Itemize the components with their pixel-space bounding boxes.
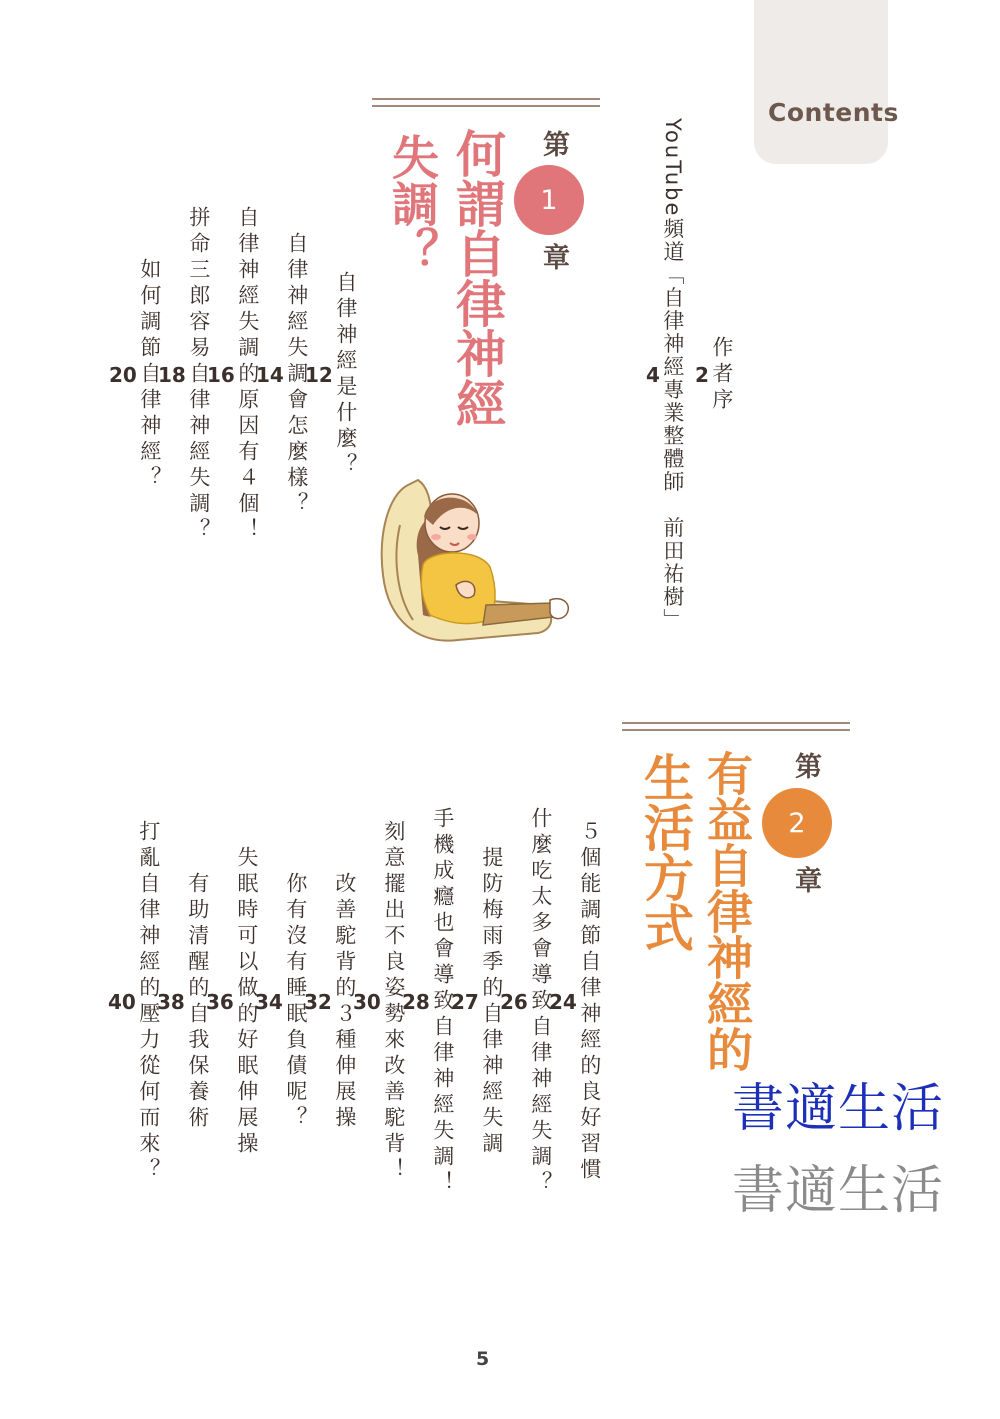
toc-entry-ch2-3[interactable] xyxy=(451,726,502,1277)
watermark-gray: 書適生活 xyxy=(732,1161,945,1221)
toc-entry-ch1-4[interactable] xyxy=(158,98,209,652)
toc-entry-ch1-5[interactable] xyxy=(109,98,160,652)
entry-title: 刻意擺出不良姿勢來改善駝背！ xyxy=(381,819,406,1184)
entry-title: ５個能調節自律神經的良好習慣 xyxy=(577,819,602,1184)
chapter1-rule-top xyxy=(372,98,600,100)
chapter2-rule-top xyxy=(622,722,850,724)
entry-page: 12 xyxy=(305,363,333,387)
entry-title: 作者序 xyxy=(709,336,734,414)
entry-title: 提防梅雨季的自律神經失調 xyxy=(479,845,504,1158)
resting-woman-illustration xyxy=(378,455,583,655)
chapter2-word-bottom: 章 xyxy=(790,866,821,893)
entry-page: 14 xyxy=(256,363,284,387)
entry-title: 你有沒有睡眠負債呢？ xyxy=(283,871,308,1132)
entry-page: 26 xyxy=(500,989,528,1014)
chapter1-word-bottom: 章 xyxy=(538,243,569,270)
entry-page: 20 xyxy=(109,363,137,387)
entry-page: 34 xyxy=(255,989,283,1014)
entry-title: 自律神經失調會怎麼樣？ xyxy=(284,232,309,518)
entry-page: 2 xyxy=(695,363,709,387)
entry-page: 30 xyxy=(353,989,381,1014)
chapter1-title-line2: 失調？ xyxy=(384,133,439,274)
toc-entry-ch2-8[interactable] xyxy=(206,726,257,1277)
toc-entry-ch2-2[interactable] xyxy=(500,726,551,1277)
chapter1-rule-bottom xyxy=(372,105,600,107)
entry-page: 24 xyxy=(549,989,577,1014)
entry-title: 打亂自律神經的壓力從何而來？ xyxy=(136,819,161,1184)
chapter1-number: 1 xyxy=(540,184,558,216)
entry-title: 有助清醒的自我保養術 xyxy=(185,871,210,1132)
entry-title: 自律神經失調的原因有４個！ xyxy=(235,206,260,544)
toc-entry-ch2-10[interactable] xyxy=(108,726,159,1277)
toc-entry-ch1-3[interactable] xyxy=(207,98,258,652)
chapter1-word-top: 第 xyxy=(538,130,569,157)
chapter2-rule-bottom xyxy=(622,729,850,731)
chapter2-number: 2 xyxy=(788,807,806,839)
chapter2-title-line2: 生活方式 xyxy=(636,752,694,952)
entry-title: YouTube頻道「自律神經專業整體師 前田祐樹」 xyxy=(660,118,685,632)
chapter2-title-line1: 有益自律神經的 xyxy=(700,750,754,1072)
entry-page: 36 xyxy=(206,989,234,1014)
entry-title: 失眠時可以做的好眠伸展操 xyxy=(234,845,259,1158)
toc-entry-youtube[interactable] xyxy=(646,98,683,652)
entry-page: 16 xyxy=(207,363,235,387)
entry-page: 32 xyxy=(304,989,332,1014)
chapter2-word-top: 第 xyxy=(790,752,821,779)
chapter1-title-line1: 何謂自律神經 xyxy=(448,128,506,428)
watermark-blue: 書適生活 xyxy=(732,1079,945,1139)
toc-entry-ch2-6[interactable] xyxy=(304,726,355,1277)
contents-tab xyxy=(754,0,888,164)
toc-entry-ch1-2[interactable] xyxy=(256,98,307,652)
entry-page: 38 xyxy=(157,989,185,1014)
entry-title: 什麼吃太多會導致自律神經失調？ xyxy=(528,806,553,1197)
entry-page: 40 xyxy=(108,989,136,1014)
toc-entry-ch2-1[interactable] xyxy=(549,726,600,1277)
toc-entry-preface[interactable] xyxy=(695,98,732,652)
toc-entry-ch2-9[interactable] xyxy=(157,726,208,1277)
entry-title: 改善駝背的３種伸展操 xyxy=(332,871,357,1132)
contents-label: Contents xyxy=(768,98,899,127)
entry-title: 自律神經是什麼？ xyxy=(333,271,358,479)
entry-title: 手機成癮也會導致自律神經失調！ xyxy=(430,806,455,1197)
entry-page: 28 xyxy=(402,989,430,1014)
chapter1-number-badge xyxy=(514,165,584,235)
toc-entry-ch2-5[interactable] xyxy=(353,726,404,1277)
entry-page: 27 xyxy=(451,989,479,1014)
entry-title: 拼命三郎容易自律神經失調？ xyxy=(186,206,211,544)
toc-entry-ch1-1[interactable] xyxy=(305,98,356,652)
entry-page: 18 xyxy=(158,363,186,387)
chapter2-number-badge xyxy=(762,788,832,858)
toc-entry-ch2-4[interactable] xyxy=(402,726,453,1277)
entry-page: 4 xyxy=(646,363,660,387)
entry-title: 如何調節自律神經？ xyxy=(137,258,162,492)
toc-entry-ch2-7[interactable] xyxy=(255,726,306,1277)
page-number: 5 xyxy=(476,1348,490,1370)
